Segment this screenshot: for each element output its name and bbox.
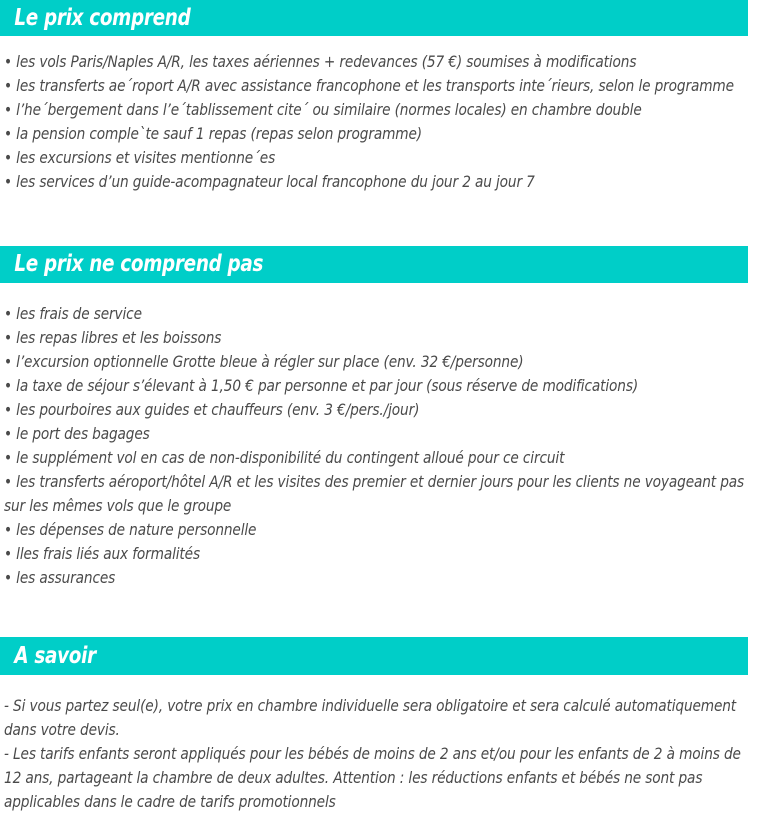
list-item: • les services d’un guide-acompagnateur local francophone du jour 2 au jour 7 — [4, 172, 535, 191]
section-body-le-prix-ne-comprend-pas — [0, 302, 758, 590]
list-item: • le port des bagages — [4, 424, 150, 443]
list-item: • l’he´bergement dans l’e´tablissement cite´ ou similaire (normes locales) en chambre double — [4, 100, 642, 119]
section-body-a-savoir — [0, 694, 758, 814]
section-body-le-prix-comprend — [0, 50, 758, 194]
list-item: • la taxe de séjour s’élevant à 1,50 € par personne et par jour (sous réserve de modifications) — [4, 376, 639, 395]
section-title-a-savoir: A savoir — [14, 642, 96, 669]
list-item: • les frais de service — [4, 304, 142, 323]
list-item: • les vols Paris/Naples A/R, les taxes aériennes + redevances (57 €) soumises à modifications — [4, 52, 637, 71]
list-item: • l’excursion optionnelle Grotte bleue à régler sur place (env. 32 €/personne) — [4, 352, 524, 371]
list-item: • les transferts aéroport/hôtel A/R et les visites des premier et dernier jours pour les clients ne voyageant pas sur les mêmes vols que le groupe — [4, 472, 745, 515]
list-item: - Si vous partez seul(e), votre prix en chambre individuelle sera obligatoire et sera calculé automatiquement dans votre devis. — [4, 696, 737, 739]
list-item: • le supplément vol en cas de non-disponibilité du contingent alloué pour ce circuit — [4, 448, 565, 467]
section-header-le-prix-ne-comprend-pas — [0, 246, 748, 283]
list-item: • la pension comple`te sauf 1 repas (repas selon programme) — [4, 124, 423, 143]
list-item: • les transferts ae´roport A/R avec assistance francophone et les transports inte´rieurs, selon le programme — [4, 76, 734, 95]
list-item: • lles frais liés aux formalités — [4, 544, 200, 563]
section-header-le-prix-comprend — [0, 0, 748, 36]
list-item: • les repas libres et les boissons — [4, 328, 222, 347]
section-title-le-prix-ne-comprend-pas: Le prix ne comprend pas — [14, 251, 264, 277]
list-item: - Les tarifs enfants seront appliqués pour les bébés de moins de 2 ans et/ou pour les enfants de 2 à moins de 12 ans, partageant la chambre de deux adultes. Attention : les réductions enfants et bébés ne sont pas applicables dans le cadre de tarifs promotionnels — [4, 744, 741, 811]
list-item: • les pourboires aux guides et chauffeurs (env. 3 €/pers./jour) — [4, 400, 420, 419]
list-item: • les assurances — [4, 568, 116, 587]
list-item: • les excursions et visites mentionne´es — [4, 148, 276, 167]
section-title-le-prix-comprend: Le prix comprend — [14, 4, 191, 31]
list-item: • les dépenses de nature personnelle — [4, 520, 257, 539]
section-header-a-savoir — [0, 637, 748, 675]
